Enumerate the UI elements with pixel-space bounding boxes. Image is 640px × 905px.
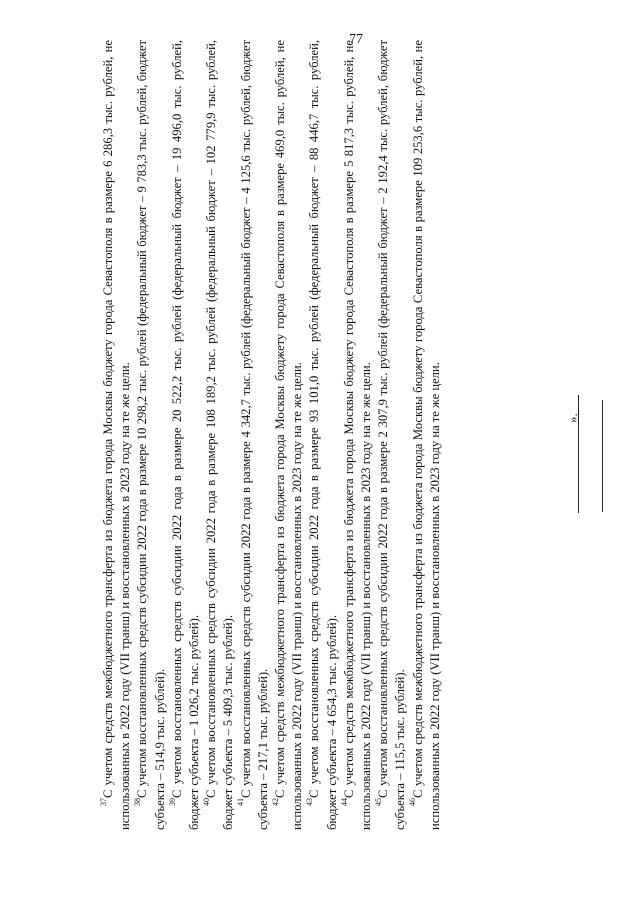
footnote-42: $^{42}$С учетом средств межбюджетного трансферта из бюджета города Москвы бюджету города Севастополя в размере 469,0 тыс. рублей, не использованных в 2022 году (VII транш) и восстановленных в 2023 году на те же цели. xyxy=(270,40,305,830)
footnote-37: $^{37}$С учетом средств межбюджетного трансферта из бюджета города Москвы бюджету города Севастополя в размере 6 286,3 тыс. рублей, не использованных в 2022 году (VII транш) и восстановленных в 2023 году на те же цели. xyxy=(98,40,133,830)
footnote-45: $^{45}$С учетом восстановленных средств субсидии 2022 года в размере 2 307,9 тыс. рублей (федеральный бюджет – 2 192,4 тыс. рублей, бюджет субъекта – 115,5 тыс. рублей). xyxy=(374,40,408,830)
closing-quote: ». xyxy=(565,413,580,423)
closing-rule xyxy=(578,395,579,513)
footnote-43: $^{43}$С учетом восстановленных средств субсидии 2022 года в размере 93 101,0 тыс. рублей (федеральный бюджет – 88 446,7 тыс. рублей, бюджет субъекта – 4 654,3 тыс. рублей). xyxy=(305,40,339,830)
footnote-46: $^{46}$С учетом средств межбюджетного трансферта из бюджета города Москвы бюджету города Севастополя в размере 109 253,6 тыс. рублей, не использованных в 2022 году (VII транш) и восстановленных в 2023 году на те же цели. xyxy=(408,40,442,830)
rotated-content xyxy=(100,40,520,830)
footnote-40: $^{40}$С учетом восстановленных средств субсидии 2022 года в размере 108 189,2 тыс. рублей (федеральный бюджет – 102 779,9 тыс. рублей, бюджет субъекта – 5 409,3 тыс. рублей). xyxy=(202,40,236,830)
footnote-separator-line xyxy=(602,400,603,512)
footnote-38: $^{38}$С учетом восстановленных средств субсидии 2022 года в размере 10 298,2 тыс. рублей (федеральный бюджет – 9 783,3 тыс. рублей, бюджет субъекта – 514,9 тыс. рублей). xyxy=(133,40,167,830)
footnote-39: $^{39}$С учетом восстановленных средств субсидии 2022 года в размере 20 522,2 тыс. рублей (федеральный бюджет – 19 496,0 тыс. рублей, бюджет субъекта – 1 026,2 тыс. рублей). xyxy=(167,40,202,830)
page-number: 77 xyxy=(349,32,363,47)
footnote-44: $^{44}$С учетом средств межбюджетного трансферта из бюджета города Москвы бюджету города Севастополя в размере 5 817,3 тыс. рублей, не использованных в 2022 году (VII транш) и восстановленных в 2023 году на те же цели. xyxy=(339,40,374,830)
footnote-41: $^{41}$С учетом восстановленных средств субсидии 2022 года в размере 4 342,7 тыс. рублей (федеральный бюджет – 4 125,6 тыс. рублей, бюджет субъекта – 217,1 тыс. рублей). xyxy=(236,40,270,830)
